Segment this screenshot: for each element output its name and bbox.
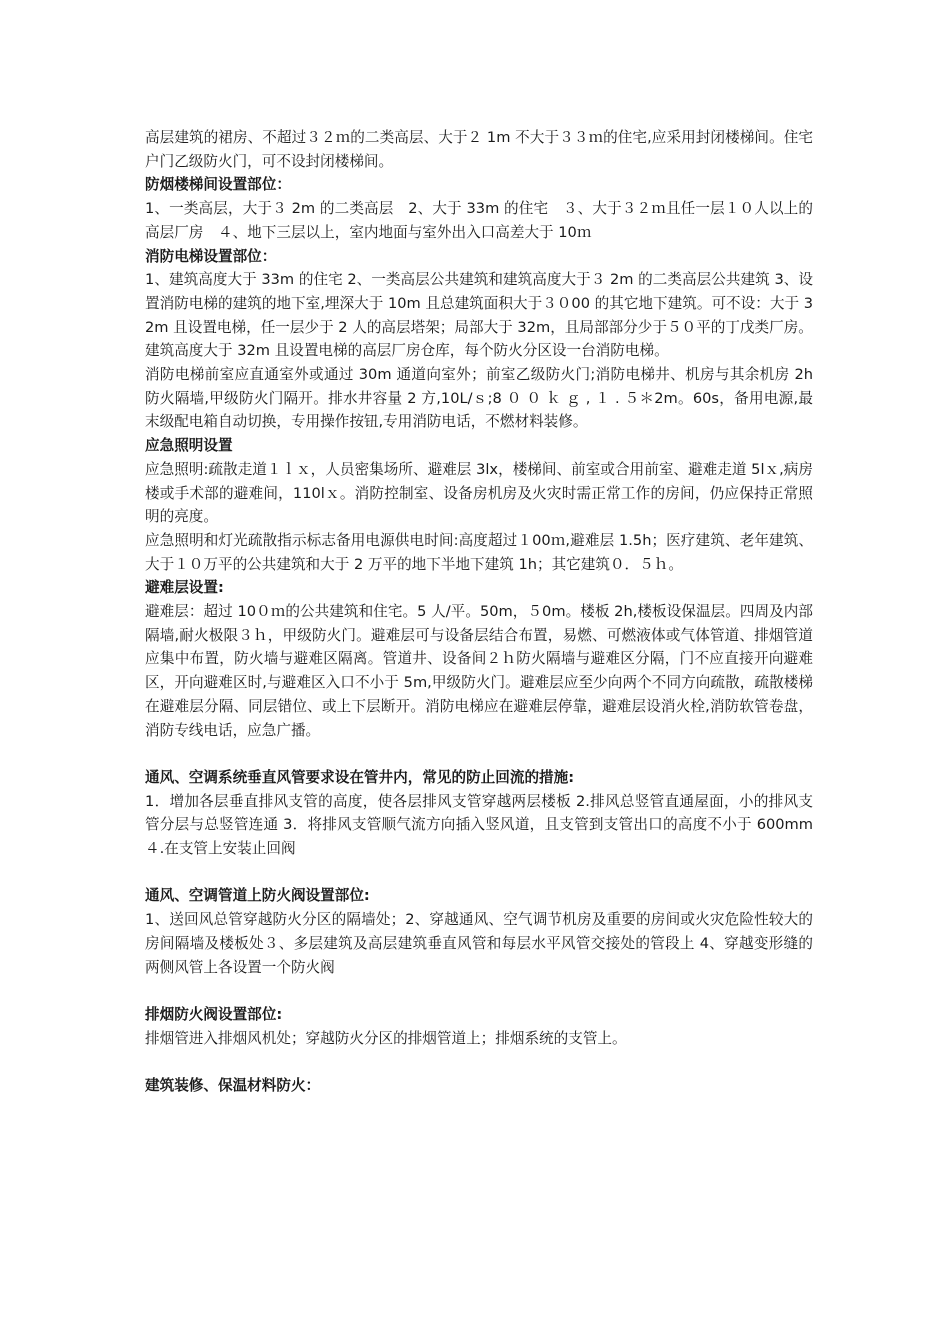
paragraph: 建筑高度大于 32m 且设置电梯的高层厂房仓库，每个防火分区设一台消防电梯。 — [145, 342, 669, 360]
section-heading: 避难层设置: — [145, 579, 224, 597]
blank-line — [145, 979, 813, 1003]
section-heading: 排烟防火阀设置部位: — [145, 1005, 283, 1023]
paragraph: 1、送回风总管穿越防火分区的隔墙处；2、穿越通风、空气调节机房及重要的房间或火灾危险性较大的房间隔墙及楼板处３、多层建筑及高层建筑垂直风管和每层水平风管交接处的管段上 4、穿越变形缝的两侧风管上各设置一个防火阀 — [145, 911, 813, 976]
paragraph: 1、一类高层，大于３ 2m 的二类高层 2、大于 33m 的住宅 ３、大于３２ｍ且任一层１０人以上的高层厂房 ４、地下三层以上，室内地面与室外出入口高差大于 10ｍ — [145, 200, 813, 241]
blank-line — [145, 861, 813, 885]
paragraph: 高层建筑的裙房、不超过３２ｍ的二类高层、大于２ 1m 不大于３３ｍ的住宅,应采用封闭楼梯间。住宅户门乙级防火门，可不设封闭楼梯间。 — [145, 129, 813, 170]
document-page — [145, 126, 813, 1098]
section-heading: 防烟楼梯间设置部位： — [145, 176, 291, 194]
section-heading: 消防电梯设置部位： — [145, 247, 277, 265]
paragraph: 消防电梯前室应直通室外或通过 30m 通道向室外；前室乙级防火门;消防电梯井、机房与其余机房 2h 防火隔墙,甲级防火门隔开。排水井容量 2 方,10L/ｓ;8 ０ ０ ｋ ｇ , １ . ５＊2m。60s，备用电源,最末级配电箱自动切换，专用操作按钮,专用消防电话，不燃材料装修。 — [145, 366, 813, 431]
blank-line — [145, 742, 813, 766]
section-heading: 通风、空调系统垂直风管要求设在管井内，常见的防止回流的措施: — [145, 768, 575, 786]
section-heading: 建筑装修、保温材料防火： — [145, 1077, 321, 1095]
section-heading: 通风、空调管道上防火阀设置部位: — [145, 887, 370, 905]
blank-line — [145, 1050, 813, 1074]
paragraph: 排烟管进入排烟风机处；穿越防火分区的排烟管道上；排烟系统的支管上。 — [145, 1029, 627, 1047]
paragraph: 1．增加各层垂直排风支管的高度，使各层排风支管穿越两层楼板 2.排风总竖管直通屋面，小的排风支管分层与总竖管连通 3．将排风支管顺气流方向插入竖风道，且支管到支管出口的高度不小于 600mm ４.在支管上安装止回阀 — [145, 792, 813, 858]
section-heading: 应急照明设置 — [145, 437, 233, 455]
paragraph: 避难层：超过 10０ｍ的公共建筑和住宅。5 人/平。50m，５0m。楼板 2h,楼板设保温层。四周及内部隔墙,耐火极限３ｈ，甲级防火门。避难层可与设备层结合布置，易燃、可燃液体或气体管道、排烟管道应集中布置，防火墙与避难区隔离。管道井、设备间２ｈ防火隔墙与避难区分隔，门不应直接开向避难区，开向避难区时,与避难区入口不小于 5m,甲级防火门。避难层应至少向两个不同方向疏散，疏散楼梯在避难层分隔、同层错位、或上下层断开。消防电梯应在避难层停靠，避难层设消火栓,消防软管卷盘，消防专线电话，应急广播。 — [145, 603, 813, 739]
paragraph: 应急照明:疏散走道１ｌｘ，人员密集场所、避难层 3lx，楼梯间、前室或合用前室、避难走道 5lｘ,病房楼或手术部的避难间，110lｘ。消防控制室、设备房机房及火灾时需正常工作的房间，仍应保持正常照明的亮度。 — [145, 460, 813, 526]
paragraph: 应急照明和灯光疏散指示标志备用电源供电时间:高度超过１00ｍ,避难层 1.5h；医疗建筑、老年建筑、大于１０万平的公共建筑和大于 2 万平的地下半地下建筑 1h；其它建筑０．５ｈ。 — [145, 531, 813, 573]
paragraph: 1、建筑高度大于 33m 的住宅 2、一类高层公共建筑和建筑高度大于３ 2m 的二类高层公共建筑 3、设置消防电梯的建筑的地下室,埋深大于 10m 且总建筑面积大于３０00 的其它地下建筑。可不设：大于 32m 且设置电梯，任一层少于 2 人的高层塔架；局部大于 32m，且局部部分少于５０平的丁戊类厂房。 — [145, 271, 813, 336]
